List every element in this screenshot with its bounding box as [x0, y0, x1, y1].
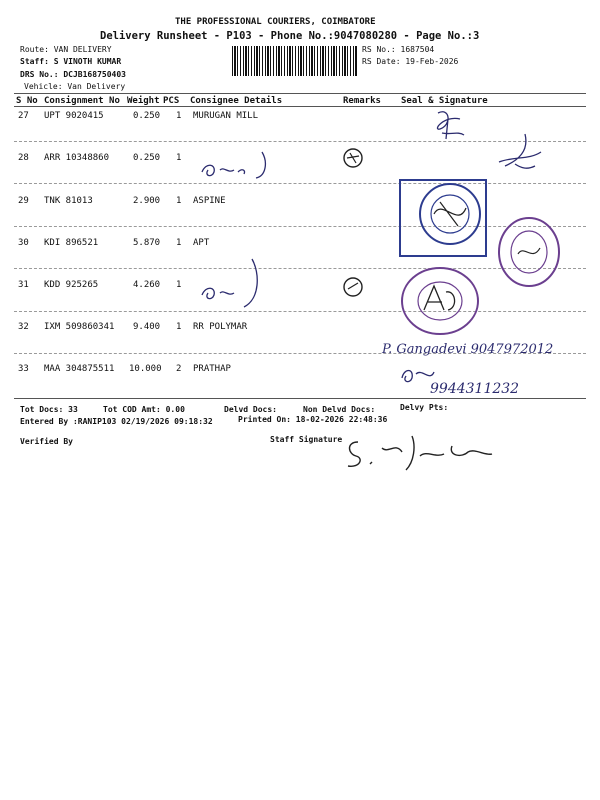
- remarks-mark-row-28: [340, 145, 366, 171]
- col-consignment: Consignment No: [44, 96, 120, 106]
- handwritten-phone-note: 9944311232: [430, 381, 520, 397]
- row-sno: 32: [18, 322, 29, 332]
- row-pcs: 2: [176, 364, 182, 374]
- apt-company-stamp-1: [496, 214, 562, 290]
- remarks-mark-row-31: [340, 274, 366, 300]
- row-pcs: 1: [176, 196, 182, 206]
- row-pcs: 1: [176, 153, 182, 163]
- row-consignment: UPT 9020415: [44, 111, 104, 121]
- col-seal-signature: Seal & Signature: [401, 96, 488, 106]
- staff-signature-drawing: [340, 428, 500, 474]
- signature-row-28: [495, 130, 545, 180]
- row-consignee: PRATHAP: [193, 364, 231, 374]
- initials-row-31: [198, 255, 278, 313]
- signature-row-33: [398, 362, 438, 388]
- row-sno: 27: [18, 111, 29, 121]
- entered-by: Entered By :RANIP103 02/19/2026 09:18:32: [20, 417, 213, 426]
- row-consignee: APT: [193, 238, 210, 248]
- row-pcs: 1: [176, 238, 182, 248]
- row-divider: [14, 311, 586, 312]
- row-weight: 9.400: [133, 322, 161, 332]
- row-weight: 10.000: [129, 364, 162, 374]
- signature-row-27: [430, 105, 470, 145]
- row-consignment: MAA 304875511: [44, 364, 115, 374]
- row-weight: 2.900: [133, 196, 161, 206]
- printed-on: Printed On: 18-02-2026 22:48:36: [238, 415, 388, 424]
- row-pcs: 1: [176, 111, 182, 121]
- table-header-rule: [14, 106, 586, 107]
- initials-row-28: [198, 148, 278, 184]
- route-text: Route: VAN DELIVERY: [20, 45, 112, 54]
- non-delivered-docs: Non Delvd Docs:: [303, 405, 376, 414]
- row-sno: 29: [18, 196, 29, 206]
- company-title: THE PROFESSIONAL COURIERS, COIMBATORE: [175, 17, 376, 27]
- row-weight: 0.250: [133, 153, 161, 163]
- table-top-rule: [14, 93, 586, 94]
- row-consignee: MURUGAN MILL: [193, 111, 259, 121]
- vehicle-text: Vehicle: Van Delivery: [24, 82, 126, 91]
- runsheet-subtitle: Delivery Runsheet - P103 - Phone No.:9047080280 - Page No.:3: [100, 30, 480, 42]
- row-pcs: 1: [176, 280, 182, 290]
- col-consignee: Consignee Details: [190, 96, 283, 106]
- row-consignment: TNK 81013: [44, 196, 93, 206]
- row-consignee: RR POLYMAR: [193, 322, 248, 332]
- row-divider: [14, 183, 586, 184]
- col-remarks: Remarks: [343, 96, 381, 106]
- col-sno: S No: [16, 96, 38, 106]
- row-consignment: IXM 509860341: [44, 322, 115, 332]
- row-sno: 31: [18, 280, 29, 290]
- apt-company-stamp-2: [398, 264, 482, 338]
- col-pcs: PCS: [163, 96, 180, 106]
- col-weight: Weight: [127, 96, 160, 106]
- verified-by-label: Verified By: [20, 437, 73, 446]
- total-cod-amount: Tot COD Amt: 0.00: [103, 405, 185, 414]
- total-docs: Tot Docs: 33: [20, 405, 78, 414]
- row-consignment: ARR 10348860: [44, 153, 110, 163]
- handwritten-contact-note: P. Gangadevi 9047972012: [382, 342, 554, 357]
- row-pcs: 1: [176, 322, 182, 332]
- drs-number: DRS No.: DCJB168750403: [20, 70, 126, 79]
- row-weight: 5.870: [133, 238, 161, 248]
- row-sno: 28: [18, 153, 29, 163]
- aspin-company-stamp: [398, 178, 490, 260]
- staff-text: Staff: S VINOTH KUMAR: [20, 57, 122, 66]
- rs-number: RS No.: 1687504: [362, 45, 435, 54]
- row-sno: 30: [18, 238, 29, 248]
- staff-signature-label: Staff Signature: [270, 435, 343, 444]
- row-consignment: KDD 925265: [44, 280, 99, 290]
- delivery-points: Delvy Pts:: [400, 403, 449, 412]
- drs-barcode: [232, 46, 357, 76]
- row-weight: 0.250: [133, 111, 161, 121]
- row-weight: 4.260: [133, 280, 161, 290]
- row-consignee: ASPINE: [193, 196, 226, 206]
- row-consignment: KDI 896521: [44, 238, 99, 248]
- row-sno: 33: [18, 364, 29, 374]
- table-bottom-rule: [14, 398, 586, 399]
- delivered-docs: Delvd Docs:: [224, 405, 277, 414]
- rs-date: RS Date: 19-Feb-2026: [362, 57, 459, 66]
